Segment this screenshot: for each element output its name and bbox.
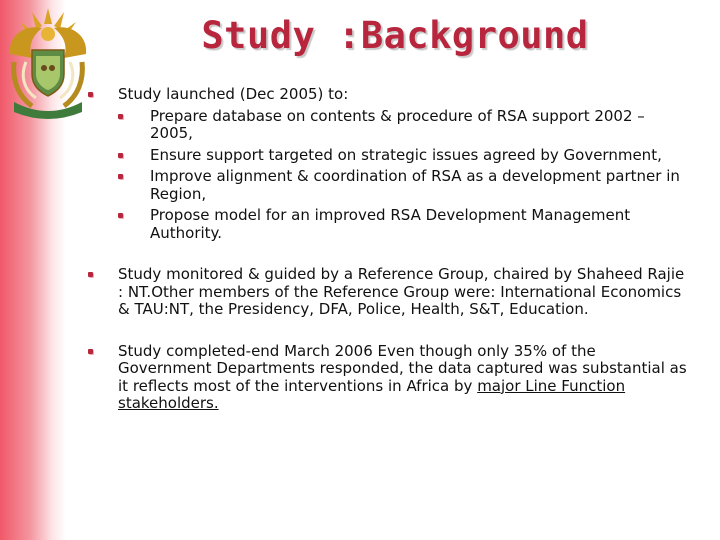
sub-bullet-icon (118, 213, 123, 218)
bullet-underlined-text: major Line Function stakeholders. (118, 376, 626, 412)
sub-bullet-text: Improve alignment & coordination of RSA as a development partner in Region, (150, 167, 680, 203)
sub-bullet-item (118, 147, 688, 165)
bullet-text: Study launched (Dec 2005) to: (118, 85, 349, 103)
sub-bullet-item (118, 108, 688, 143)
slide-content (88, 86, 688, 413)
sub-bullet-text: Prepare database on contents & procedure of RSA support 2002 – 2005, (150, 106, 645, 142)
bullet-item-reference-group (88, 266, 688, 319)
bullet-text-wrapper (118, 343, 688, 413)
sub-bullet-item (118, 168, 688, 203)
slide-title: Study :Background (201, 14, 589, 57)
sub-bullet-icon (118, 114, 123, 119)
sub-bullet-item (118, 207, 688, 242)
bullet-icon (88, 272, 93, 277)
bullet-item-study-launched (88, 86, 688, 242)
sub-bullet-icon (118, 174, 123, 179)
sub-bullet-icon (118, 153, 123, 158)
sub-bullet-text: Ensure support targeted on strategic issues agreed by Government, (150, 145, 662, 164)
bullet-text: Study monitored & guided by a Reference Group, chaired by Shaheed Rajie : NT.Other members of the Reference Group were: International Economics & TAU:NT, the Presidency, DFA, Police, Health, S&T, Education. (118, 265, 685, 318)
sub-bullet-text: Propose model for an improved RSA Development Management Authority. (150, 206, 631, 242)
bullet-text: Study completed-end March 2006 Even though only 35% of the Government Departments responded, the data captured was substantial as it reflects most of the interventions in Africa by (118, 341, 687, 395)
bullet-item-study-completed (88, 343, 688, 413)
sub-bullet-list (118, 108, 688, 243)
bullet-icon (88, 349, 93, 354)
bullet-icon (88, 92, 93, 97)
